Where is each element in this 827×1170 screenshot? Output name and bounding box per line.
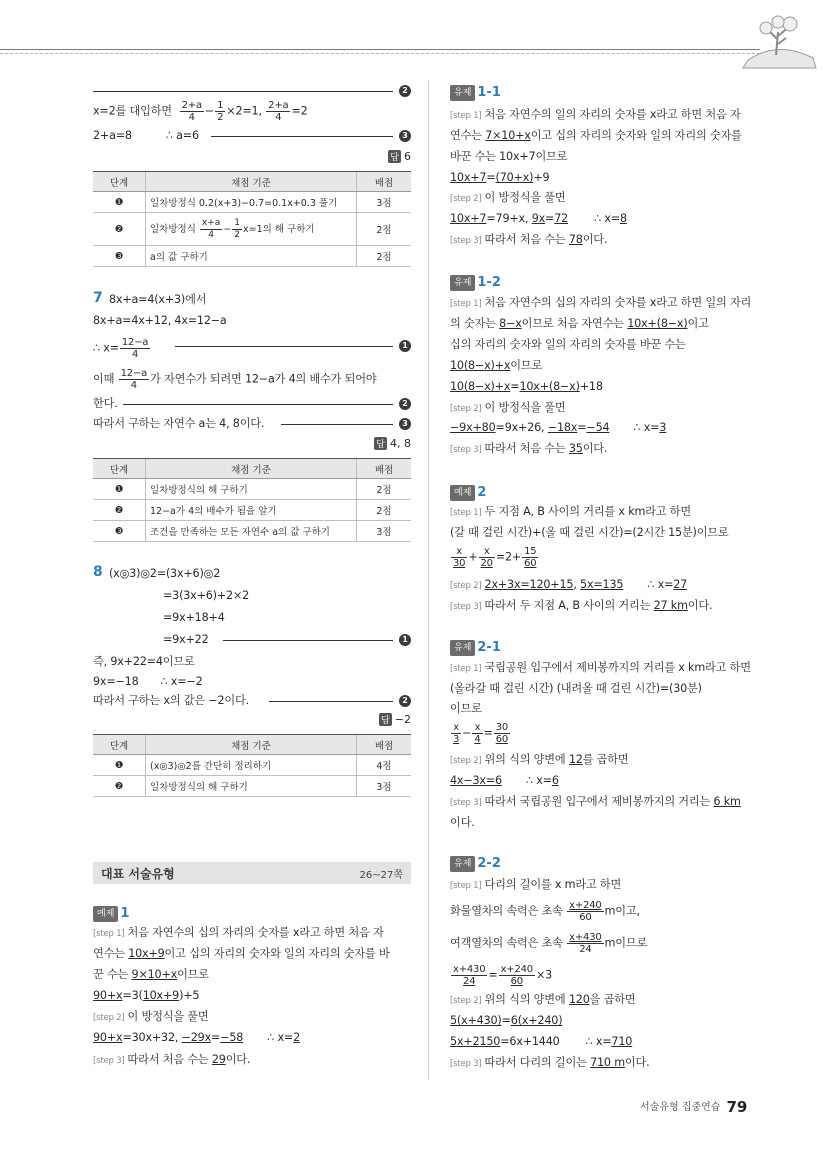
q22-f: 5x+2150=6x+1440 ∴ x=710 (450, 1035, 633, 1048)
p8-line5: 즉, 9x+22=4이므로 (93, 655, 195, 668)
p8-line3: =9x+18+4 (163, 611, 225, 624)
table-row: ❶ (x◎3)◎2를 간단히 정리하기 4점 (93, 755, 411, 776)
table-row: ❶ 일차방정식의 해 구하기 2점 (93, 479, 411, 500)
q12-e: 10(8−x)+x=10x+(8−x)+18 (450, 380, 603, 393)
table-row: ❸ a의 값 구하기 2점 (93, 246, 411, 267)
q11-s2: [step 2] 이 방정식을 풀면 (450, 191, 566, 204)
table-row: ❷ 일차방정식의 해 구하기 3점 (93, 776, 411, 797)
p7-line6: 따라서 구하는 자연수 a는 4, 8이다. (93, 417, 265, 430)
ex1-s1d: 90+x=3(10x+9)+5 (93, 989, 200, 1002)
q12-a: [step 1] 처음 자연수의 십의 자리의 숫자를 x라고 하면 일의 자리 (450, 296, 752, 309)
p6-criteria-table: 단계 채점 기준 배점 ❶ 일차방정식 0.2(x+3)−0.7=0.1x+0.3 풀기 3점 ❷ 일차방정식 $\frac{x+a}{4}$ − $\frac{1}{2}$ x=1의 해 구하기 2점 ❸ a의 값 구하기 2점 (93, 171, 411, 267)
q11-a: [step 1] 처음 자연수의 일의 자리의 숫자를 x라고 하면 처음 자 (450, 108, 741, 121)
ex1-s2a: 90+x=30x+32, −29x=−58 ∴ x=2 (93, 1031, 301, 1044)
column-divider (428, 80, 429, 1080)
p7-line2: 8x+a=4x+12, 4x=12−a (93, 314, 227, 327)
p8-line4: =9x+22 (163, 633, 209, 646)
q12-d: 10(8−x)+x이므로 (450, 359, 543, 372)
step-marker-1: 1 (399, 634, 411, 646)
q22-e: 5(x+430)=6(x+240) (450, 1014, 563, 1027)
step-marker-2: 2 (399, 398, 411, 410)
p8-line7: 따라서 구하는 x의 값은 −2이다. (93, 694, 249, 707)
p8-line2: =3(3x+6)+2×2 (163, 589, 250, 602)
q12-c: 십의 자리의 숫자와 일의 자리의 숫자를 바꾼 수는 (450, 338, 686, 351)
p7-line5: 한다. (93, 397, 118, 410)
q21-e: 4x−3x=6 ∴ x=6 (450, 774, 559, 787)
section-pages: 26~27쪽 (359, 870, 403, 881)
ex2-a: [step 1] 두 지점 A, B 사이의 거리를 x km라고 하면 (450, 505, 691, 518)
q21-d: $\frac{x}{3}$ − $\frac{x}{4}$ = $\frac{30}{60}$ (453, 722, 509, 745)
q11-e: 10x+7=79+x, 9x=72 ∴ x=8 (450, 212, 627, 225)
example-2-badge: 예제 2 (450, 482, 486, 498)
p6-line2: 2+a=8 ∴ a=6 (93, 129, 199, 142)
p6-line1: x=2를 대입하면 $\frac{2+a}{4}$ − $\frac{1}{2}$ ×2=1, $\frac{2+a}{4}$ =2 (93, 100, 308, 123)
step-marker-3: 3 (399, 130, 411, 142)
page-footer (640, 1098, 747, 1116)
table-row: ❷ 일차방정식 $\frac{x+a}{4}$ − $\frac{1}{2}$ x=1의 해 구하기 2점 (93, 213, 411, 246)
q21-s2: [step 2] 위의 식의 양변에 12를 곱하면 (450, 753, 629, 766)
p8-criteria-table: 단계 채점 기준 배점 ❶ (x◎3)◎2를 간단히 정리하기 4점 ❷ 일차방정식의 해 구하기 3점 (93, 734, 411, 797)
q22-s2: [step 2] 위의 식의 양변에 120을 곱하면 (450, 993, 636, 1006)
q11-d: 10x+7=(70+x)+9 (450, 171, 550, 184)
p8-answer: 답 −2 (381, 713, 411, 726)
ex1-s2: [step 2] 이 방정식을 풀면 (93, 1010, 209, 1023)
p8-line1: (x◎3)◎2=(3x+6)◎2 (109, 567, 221, 580)
q11-b: 연수는 7×10+x이고 십의 자리의 숫자와 일의 자리의 숫자를 (450, 129, 742, 142)
step-marker-3: 3 (399, 418, 411, 430)
q21-b: (올라갈 때 걸린 시간) (내려올 때 걸린 시간)=(30분) (450, 682, 702, 695)
table-row: ❸ 조건을 만족하는 모든 자연수 a의 값 구하기 3점 (93, 521, 411, 542)
exercise-1-1-badge: 유제 1-1 (450, 82, 501, 98)
q21-a: [step 1] 국립공원 입구에서 제비봉까지의 거리를 x km라고 하면 (450, 661, 751, 674)
ex2-b: (갈 때 걸린 시간)+(올 때 걸린 시간)=(2시간 15분)이므로 (450, 526, 729, 539)
step-marker-1: 1 (399, 340, 411, 352)
exercise-2-2-badge: 유제 2-2 (450, 853, 501, 869)
table-row: ❷ 12−a가 4의 배수가 됨을 알기 2점 (93, 500, 411, 521)
p7-line4: 이때 $\frac{12-a}{4}$ 가 자연수가 되려면 12−a가 4의 배수가 되어야 (93, 368, 377, 391)
step-marker-2: 2 (399, 85, 411, 97)
exercise-2-1-badge: 유제 2-1 (450, 637, 501, 653)
leader-line (269, 701, 393, 702)
footer-section: 서술유형 집중연습 (640, 1102, 721, 1113)
p7-line3: ∴ x= $\frac{12-a}{4}$ (93, 337, 149, 360)
q21-s3: [step 3] 따라서 국립공원 입구에서 제비봉까지의 거리는 6 km (450, 795, 741, 808)
example-1-badge: 예제 1 (93, 903, 129, 919)
q12-b: 의 숫자는 8−x이므로 처음 자연수는 10x+(8−x)이고 (450, 317, 709, 330)
q22-b: 화물열차의 속력은 초속 $\frac{x+240}{60}$ m이고, (450, 900, 640, 923)
header-rule (0, 49, 760, 50)
leader-line (175, 346, 393, 347)
leader-line (211, 136, 393, 137)
p6-answer: 답 6 (390, 150, 411, 163)
step-marker-2: 2 (399, 695, 411, 707)
q21-c: 이므로 (450, 702, 482, 715)
p7-line1: 8x+a=4(x+3)에서 (109, 293, 207, 306)
p7-answer: 답 4, 8 (376, 437, 411, 450)
leader-line (223, 640, 393, 641)
ex1-s1c: 꾼 수는 9×10+x이므로 (93, 968, 209, 981)
exercise-1-2-badge: 유제 1-2 (450, 272, 501, 288)
leader-line (123, 404, 393, 405)
q11-s3: [step 3] 따라서 처음 수는 78이다. (450, 233, 608, 246)
ex2-d: [step 2] 2x+3x=120+15, 5x=135 ∴ x=27 (450, 578, 688, 591)
p7-criteria-table: 단계 채점 기준 배점 ❶ 일차방정식의 해 구하기 2점 ❷ 12−a가 4의 배수가 됨을 알기 2점 ❸ 조건을 만족하는 모든 자연수 a의 값 구하기 3점 (93, 458, 411, 542)
problem-number-7: 7 (93, 290, 103, 306)
leader-line (281, 424, 393, 425)
ex2-s3: [step 3] 따라서 두 지점 A, B 사이의 거리는 27 km이다. (450, 599, 713, 612)
table-row: ❶ 일차방정식 0.2(x+3)−0.7=0.1x+0.3 풀기 3점 (93, 192, 411, 213)
q22-a: [step 1] 다리의 길이를 x m라고 하면 (450, 878, 622, 891)
ex1-s1b: 연수는 10x+9이고 십의 자리의 숫자와 일의 자리의 숫자를 바 (93, 947, 390, 960)
q22-s3: [step 3] 따라서 다리의 길이는 710 m이다. (450, 1056, 650, 1069)
q12-s3: [step 3] 따라서 처음 수는 35이다. (450, 442, 608, 455)
tree-icon (738, 10, 818, 70)
section-title: 대표 서술유형 (101, 867, 175, 881)
q22-d: $\frac{x+430}{24}$ = $\frac{x+240}{60}$ ×3 (453, 964, 553, 987)
q12-s2: [step 2] 이 방정식을 풀면 (450, 401, 566, 414)
header-rule-dashed (0, 53, 760, 54)
q22-c: 여객열차의 속력은 초속 $\frac{x+430}{24}$ m이므로 (450, 932, 648, 955)
q12-f: −9x+80=9x+26, −18x=−54 ∴ x=3 (450, 421, 667, 434)
leader-line (93, 91, 393, 92)
q21-s3-cont: 이다. (450, 816, 475, 829)
problem-number-8: 8 (93, 564, 103, 580)
ex2-c: $\frac{x}{30}$ + $\frac{x}{20}$ =2+ $\frac{15}{60}$ (453, 546, 537, 569)
ex1-s3: [step 3] 따라서 처음 수는 29이다. (93, 1053, 251, 1066)
p8-line6: 9x=−18 ∴ x=−2 (93, 675, 203, 688)
section-header (93, 862, 411, 884)
ex1-s1a: [step 1] 처음 자연수의 십의 자리의 숫자를 x라고 하면 처음 자 (93, 926, 384, 939)
q11-c: 바꾼 수는 10x+7이므로 (450, 150, 568, 163)
page-number: 79 (726, 1098, 748, 1116)
